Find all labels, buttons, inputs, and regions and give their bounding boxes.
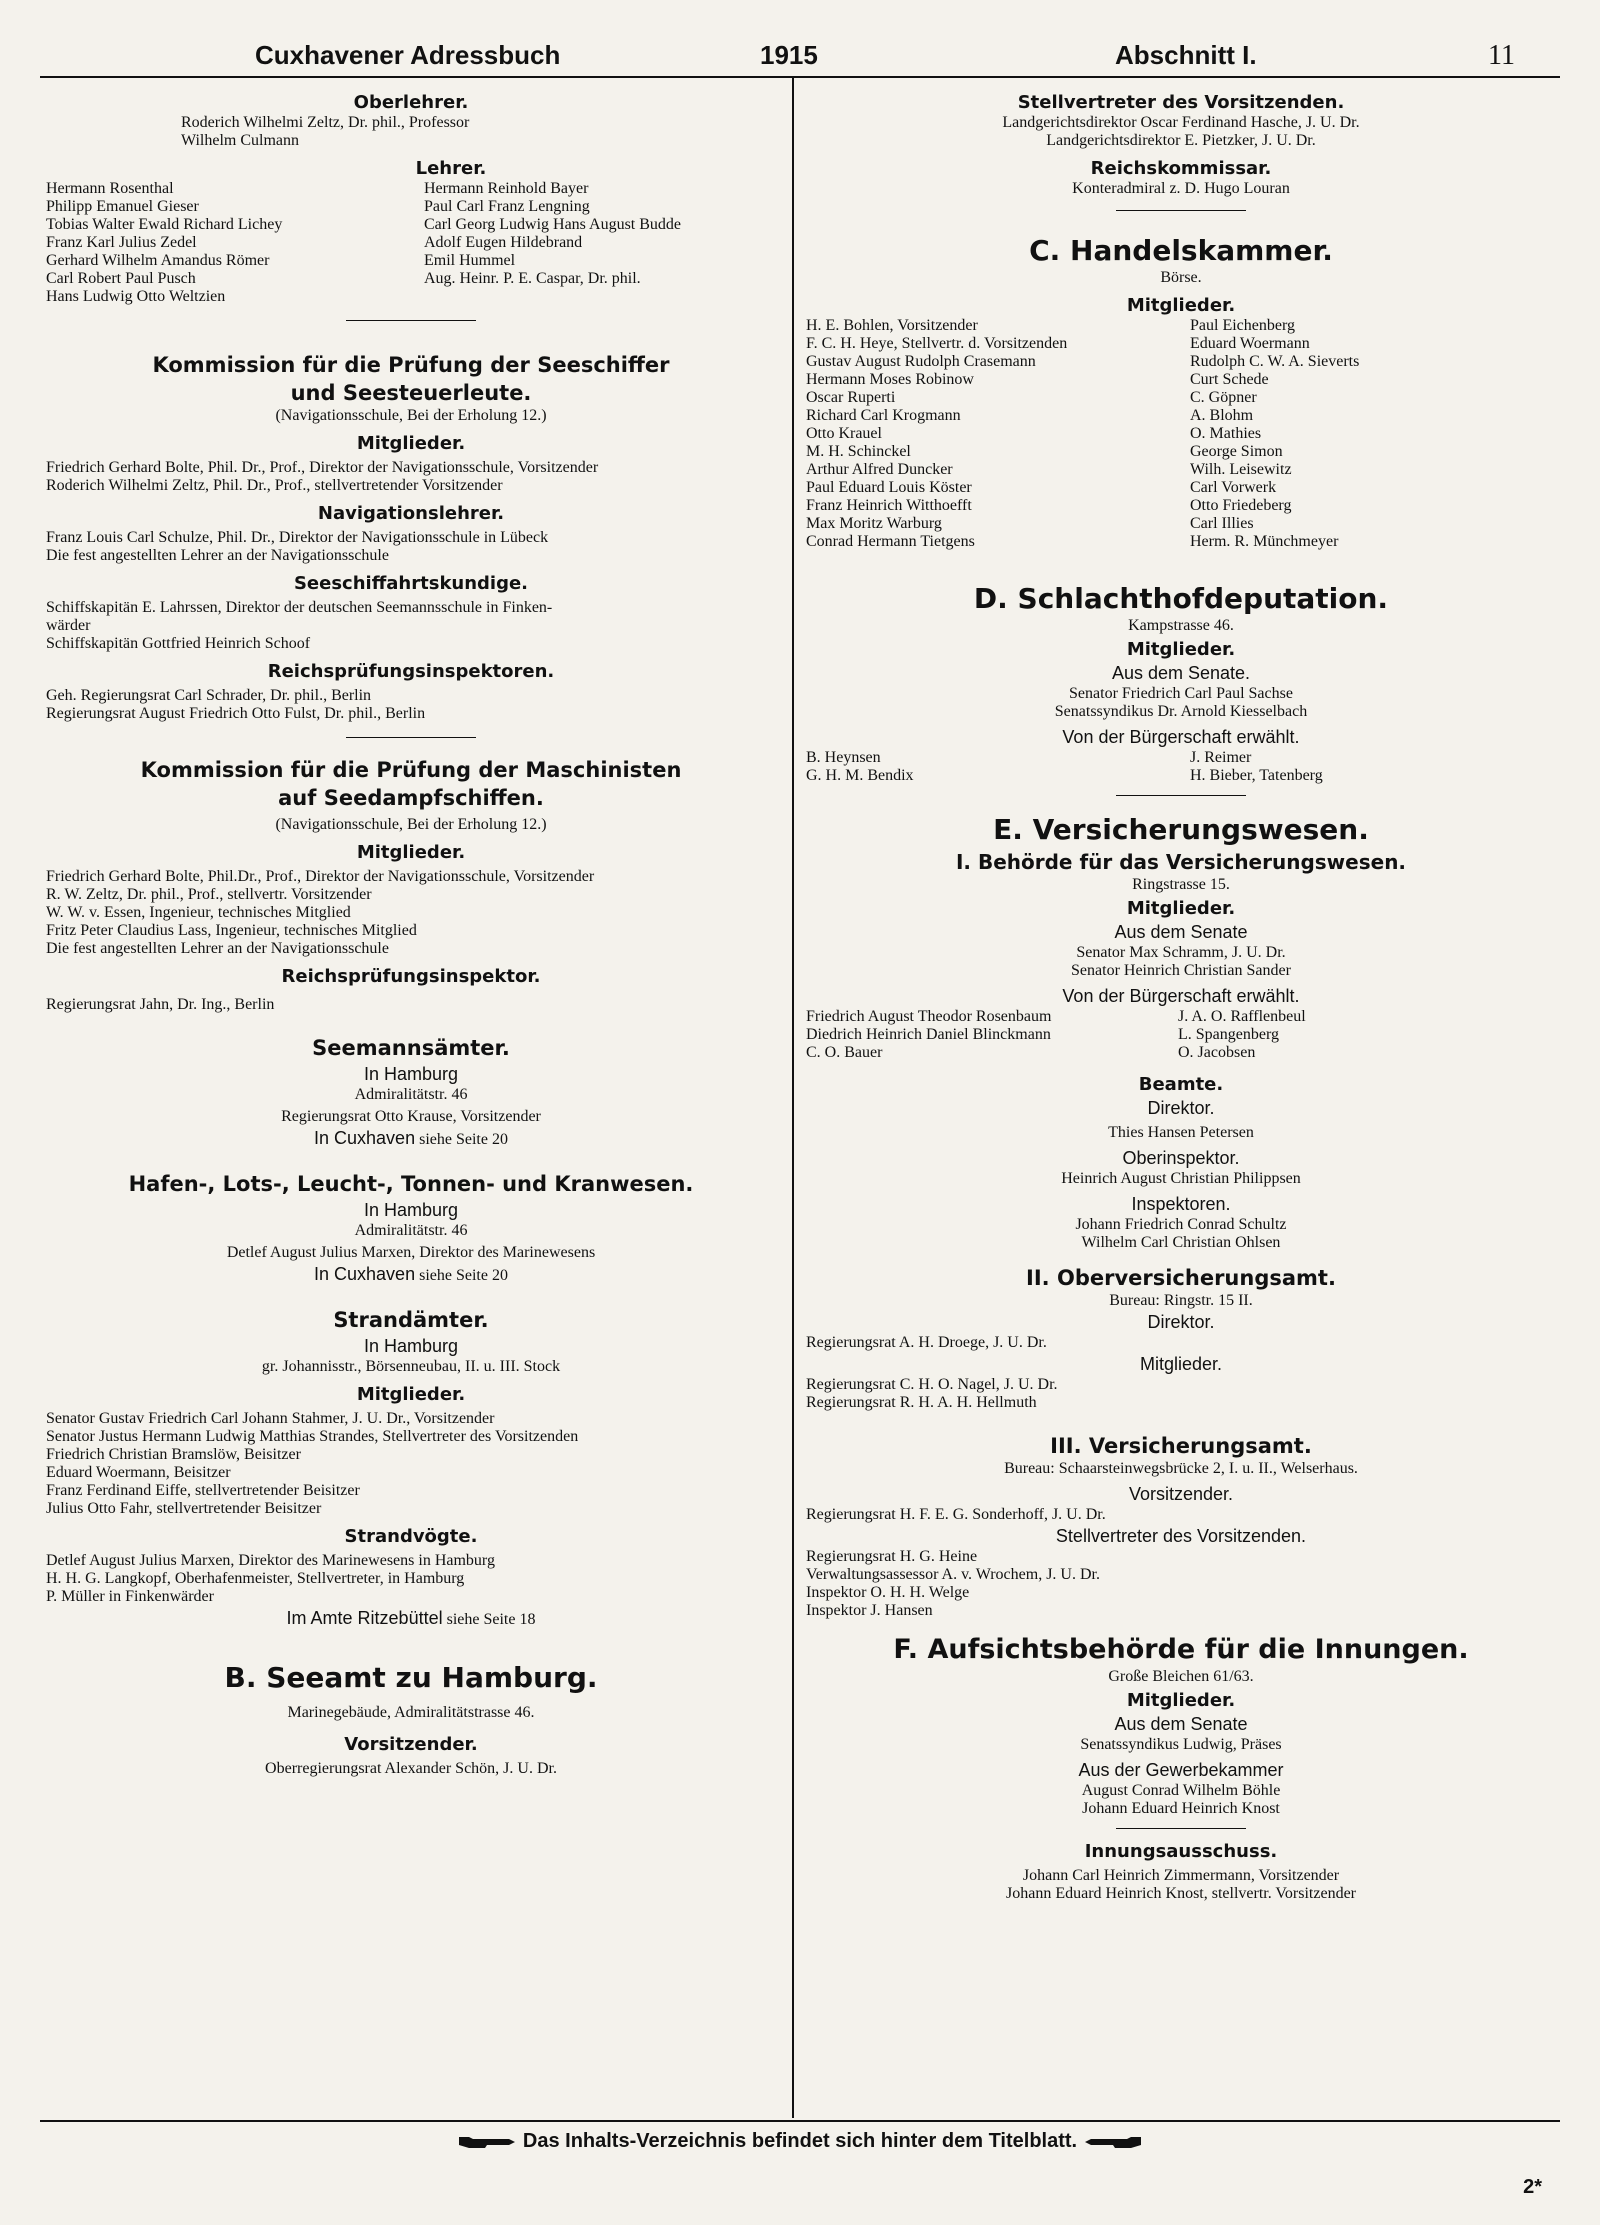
mitglieder-heading: Mitglieder. [1126,639,1236,660]
list-item: Detlef August Julius Marxen, Direktor des Marinewesens in Hamburg [46,1552,495,1569]
see-reference [46,1606,776,1630]
printer-signature: 2* [1523,2176,1542,2198]
left-column [46,92,776,1778]
schlachthof-heading: D. Schlachthofdeputation. [973,582,1389,615]
list-item: Max Moritz Warburg [806,515,942,532]
aus-dem-senate-label: Aus dem Senate. [1111,663,1251,683]
list-item: Gustav August Rudolph Crasemann [806,353,1036,370]
list-item: F. C. H. Heye, Stellvertr. d. Vorsitzenden [806,335,1068,352]
footer-text: Das Inhalts-Verzeichnis befindet sich hinter dem Titelblatt. [522,2130,1078,2152]
pointing-hand-right-icon [457,2134,517,2150]
list-item: Wilhelm Carl Christian Ohlsen [1081,1234,1281,1251]
list-item: Konteradmiral z. D. Hugo Louran [1072,180,1290,197]
list-item: Verwaltungsassessor A. v. Wrochem, J. U. Dr. [806,1566,1100,1583]
list-item: Senator Friedrich Carl Paul Sachse [1069,685,1293,702]
address: Marinegebäude, Admiralitätstrasse 46. [287,1704,535,1721]
list-item: Emil Hummel [424,252,516,269]
list-item: Oberregierungsrat Alexander Schön, J. U. Dr. [265,1760,557,1777]
list-item: Franz Karl Julius Zedel [46,234,197,251]
list-item: Otto Friedeberg [1190,497,1292,514]
list-item: Richard Carl Krogmann [806,407,961,424]
header-year: 1915 [760,40,818,70]
aufsichtsbehoerde-heading: F. Aufsichtsbehörde für die Innungen. [893,1634,1469,1665]
list-item: P. Müller in Finkenwärder [46,1588,214,1605]
gewerbekammer-label: Aus der Gewerbekammer [1078,1760,1284,1780]
section-rule [346,737,476,738]
mitglieder-heading: Mitglieder. [356,433,466,454]
list-item: Hermann Rosenthal [46,180,174,197]
list-item: Gerhard Wilhelm Amandus Römer [46,252,270,269]
list-item: Philipp Emanuel Gieser [46,198,199,215]
list-item: Regierungsrat H. G. Heine [806,1548,978,1565]
list-item: L. Spangenberg [1178,1026,1280,1043]
list-item: C. O. Bauer [806,1044,883,1061]
oberversicherungsamt-heading: II. Oberversicherungsamt. [1026,1266,1336,1290]
address: Kampstrasse 46. [1128,617,1234,634]
strandaemter-heading: Strandämter. [333,1308,489,1332]
list-item: W. W. v. Essen, Ingenieur, technisches Mitglied [46,904,351,921]
list-item: Johann Carl Heinrich Zimmermann, Vorsitzender [1022,1867,1340,1884]
see-reference [46,1262,776,1286]
list-item: Carl Illies [1190,515,1254,532]
list-item: Paul Eichenberg [1190,317,1296,334]
commission-address: (Navigationsschule, Bei der Erholung 12.) [275,407,547,424]
versicherung-buerger-list [806,1008,1556,1062]
list-item: Senator Max Schramm, J. U. Dr. [1076,944,1286,961]
list-item: Arthur Alfred Duncker [806,461,953,478]
seemannsaemter-heading: Seemannsämter. [312,1036,510,1060]
footer-note [0,2130,1600,2153]
mitglieder-heading: Mitglieder. [356,842,466,863]
address: gr. Johannisstr., Börsenneubau, II. u. III. Stock [261,1358,561,1375]
subtitle: Börse. [1160,269,1202,286]
navigationslehrer-heading: Navigationslehrer. [317,503,505,524]
in-hamburg-label: In Hamburg [363,1336,459,1356]
direktor-label: Direktor. [1147,1098,1215,1118]
list-item: Friedrich Christian Bramslöw, Beisitzer [46,1446,301,1463]
stellvertreter-heading: Stellvertreter des Vorsitzenden. [1017,92,1345,113]
inspektoren-label: Inspektoren. [1131,1194,1231,1214]
list-item: Johann Friedrich Conrad Schultz [1075,1216,1287,1233]
mitglieder-heading: Mitglieder. [356,1384,466,1405]
ritzebuettel-label: Im Amte Ritzebüttel [286,1608,443,1628]
in-cuxhaven-label: In Cuxhaven [314,1128,416,1148]
aus-dem-senate-label: Aus dem Senate [1114,922,1248,942]
mitglieder-heading: Mitglieder. [1126,295,1236,316]
list-item: Conrad Hermann Tietgens [806,533,975,550]
list-item: Eduard Woermann, Beisitzer [46,1464,231,1481]
handelskammer-heading: C. Handelskammer. [1029,234,1333,267]
list-item: A. Blohm [1190,407,1254,424]
header-section: Abschnitt I. [1115,40,1257,70]
list-item: Johann Eduard Heinrich Knost [1082,1800,1280,1817]
list-item: Inspektor O. H. H. Welge [806,1584,970,1601]
seeamt-heading: B. Seeamt zu Hamburg. [224,1661,598,1694]
list-item: Johann Eduard Heinrich Knost, stellvertr. Vorsitzender [1006,1885,1356,1902]
header-title: Cuxhavener Adressbuch [255,40,561,70]
list-item: Aug. Heinr. P. E. Caspar, Dr. phil. [424,270,641,287]
in-cuxhaven-label: In Cuxhaven [314,1264,416,1284]
lehrer-heading: Lehrer. [415,158,487,179]
list-item: Thies Hansen Petersen [1108,1124,1254,1141]
list-item: Roderich Wilhelmi Zeltz, Dr. phil., Professor [181,114,470,131]
list-item: B. Heynsen [806,749,881,766]
column-divider [792,78,794,2118]
list-item: Die fest angestellten Lehrer an der Navigationsschule [46,547,389,564]
list-item: Wilhelm Culmann [181,132,300,149]
mitglieder-heading: Mitglieder. [1126,1690,1236,1711]
list-item: Senator Gustav Friedrich Carl Johann Stahmer, J. U. Dr., Vorsitzender [46,1410,495,1427]
list-item: Landgerichtsdirektor E. Pietzker, J. U. Dr. [1046,132,1316,149]
address: Große Bleichen 61/63. [1108,1668,1254,1685]
list-item: Friedrich Gerhard Bolte, Phil.Dr., Prof., Direktor der Navigationsschule, Vorsitzender [46,868,595,885]
buergerschaft-label: Von der Bürgerschaft erwählt. [1062,986,1300,1006]
list-item: Schiffskapitän Gottfried Heinrich Schoof [46,635,311,652]
list-item: M. H. Schinckel [806,443,911,460]
list-item: Franz Ferdinand Eiffe, stellvertretender Beisitzer [46,1482,360,1499]
buergerschaft-label: Von der Bürgerschaft erwählt. [1062,727,1300,747]
oberlehrer-heading: Oberlehrer. [353,92,469,113]
reichskommissar-heading: Reichskommissar. [1090,158,1272,179]
page-header [40,40,1560,78]
vorsitzender-label: Vorsitzender. [1128,1484,1234,1504]
innungsausschuss-heading: Innungsausschuss. [1084,1841,1278,1862]
list-item: Carl Georg Ludwig Hans August Budde [424,216,682,233]
list-item: Senator Heinrich Christian Sander [1071,962,1291,979]
strandvoegte-heading: Strandvögte. [344,1526,478,1547]
list-item: Hermann Moses Robinow [806,371,974,388]
list-item: Regierungsrat C. H. O. Nagel, J. U. Dr. [806,1376,1058,1393]
behoerde-heading: I. Behörde für das Versicherungswesen. [955,850,1407,874]
list-item: George Simon [1190,443,1283,460]
list-item: Otto Krauel [806,425,882,442]
seeschiffahrtskundige-heading: Seeschiffahrtskundige. [293,573,529,594]
handelskammer-list [806,317,1556,551]
list-item: Hermann Reinhold Bayer [424,180,589,197]
header-page-number: 11 [1488,40,1515,71]
list-item: Tobias Walter Ewald Richard Lichey [46,216,283,233]
list-item: Senatssyndikus Dr. Arnold Kiesselbach [1054,703,1308,720]
list-item: H. Bieber, Tatenberg [1190,767,1323,784]
list-item: August Conrad Wilhelm Böhle [1081,1782,1281,1799]
commission-maschinisten-title-2: auf Seedampfschiffen. [278,786,544,810]
section-rule [1116,210,1246,211]
list-item: Carl Vorwerk [1190,479,1277,496]
list-item: Senator Justus Hermann Ludwig Matthias Strandes, Stellvertreter des Vorsitzenden [46,1428,579,1445]
list-item: Regierungsrat H. F. E. G. Sonderhoff, J. U. Dr. [806,1506,1106,1523]
list-item: H. H. G. Langkopf, Oberhafenmeister, Stellvertreter, in Hamburg [46,1570,465,1587]
list-item: Regierungsrat A. H. Droege, J. U. Dr. [806,1334,1047,1351]
list-item: R. W. Zeltz, Dr. phil., Prof., stellvertr. Vorsitzender [46,886,372,903]
reichspruefungsinspektoren-heading: Reichsprüfungsinspektoren. [267,661,555,682]
oberinspektor-label: Oberinspektor. [1122,1148,1240,1168]
vorsitzender-heading: Vorsitzender. [344,1734,478,1755]
mitglieder-heading: Mitglieder. [1126,898,1236,919]
right-column [806,92,1556,1903]
lehrer-list [46,180,776,306]
list-item: Oscar Ruperti [806,389,896,406]
list-item: Wilh. Leisewitz [1190,461,1292,478]
address: Bureau: Ringstr. 15 II. [1109,1292,1253,1309]
list-item: J. A. O. Rafflenbeul [1178,1008,1306,1025]
list-item: Paul Carl Franz Lengning [424,198,590,215]
section-rule [1116,795,1246,796]
oberlehrer-list [46,114,776,150]
commission-seeschiffer-title: Kommission für die Prüfung der Seeschiffer [152,353,670,377]
list-item: Carl Robert Paul Pusch [46,270,196,287]
list-item: O. Jacobsen [1178,1044,1256,1061]
list-item: Regierungsrat Otto Krause, Vorsitzender [281,1108,541,1125]
page-ref: siehe Seite 20 [419,1131,508,1148]
list-item: wärder [46,617,91,634]
address: Admiralitätstr. 46 [354,1086,468,1103]
list-item: Senatssyndikus Ludwig, Präses [1080,1736,1282,1753]
list-item: Regierungsrat R. H. A. H. Hellmuth [806,1394,1037,1411]
list-item: Diedrich Heinrich Daniel Blinckmann [806,1026,1051,1043]
list-item: Roderich Wilhelmi Zeltz, Phil. Dr., Prof., stellvertretender Vorsitzender [46,477,503,494]
list-item: Heinrich August Christian Philippsen [1061,1170,1301,1187]
section-rule [1116,1828,1246,1829]
commission-maschinisten-title: Kommission für die Prüfung der Maschinisten [140,758,682,782]
list-item: Hans Ludwig Otto Weltzien [46,288,226,305]
list-item: Rudolph C. W. A. Sieverts [1190,353,1360,370]
list-item: Regierungsrat August Friedrich Otto Fulst, Dr. phil., Berlin [46,705,426,722]
list-item: Franz Heinrich Witthoefft [806,497,972,514]
list-item: Regierungsrat Jahn, Dr. Ing., Berlin [46,996,275,1013]
list-item: Paul Eduard Louis Köster [806,479,972,496]
list-item: J. Reimer [1190,749,1252,766]
address: Ringstrasse 15. [1132,876,1230,893]
stellvertreter-label: Stellvertreter des Vorsitzenden. [1055,1526,1307,1546]
list-item: O. Mathies [1190,425,1262,442]
versicherungsamt-heading: III. Versicherungsamt. [1050,1434,1312,1458]
list-item: Eduard Woermann [1190,335,1310,352]
commission-seeschiffer-title-2: und Seesteuerleute. [290,381,532,405]
list-item: Landgerichtsdirektor Oscar Ferdinand Hasche, J. U. Dr. [1002,114,1360,131]
section-rule [346,320,476,321]
see-reference [46,1126,776,1150]
list-item: Julius Otto Fahr, stellvertretender Beisitzer [46,1500,322,1517]
list-item: C. Göpner [1190,389,1257,406]
list-item: Friedrich Gerhard Bolte, Phil. Dr., Prof., Direktor der Navigationsschule, Vorsitzender [46,459,599,476]
list-item: G. H. M. Bendix [806,767,914,784]
list-item: H. E. Bohlen, Vorsitzender [806,317,978,334]
address: Bureau: Schaarsteinwegsbrücke 2, I. u. II., Welserhaus. [1004,1460,1358,1477]
footer-rule [40,2120,1560,2122]
list-item: Herm. R. Münchmeyer [1190,533,1339,550]
list-item: Detlef August Julius Marxen, Direktor des Marinewesens [226,1244,596,1261]
list-item: Schiffskapitän E. Lahrssen, Direktor der deutschen Seemannsschule in Finken- [46,599,553,616]
list-item: Geh. Regierungsrat Carl Schrader, Dr. phil., Berlin [46,687,372,704]
reichspruefungsinspektor-heading: Reichsprüfungsinspektor. [281,966,541,987]
list-item: Fritz Peter Claudius Lass, Ingenieur, technisches Mitglied [46,922,417,939]
versicherungswesen-heading: E. Versicherungswesen. [993,813,1369,846]
commission-address: (Navigationsschule, Bei der Erholung 12.) [275,816,547,833]
list-item: Friedrich August Theodor Rosenbaum [806,1008,1052,1025]
mitglieder-label: Mitglieder. [1139,1354,1223,1374]
in-hamburg-label: In Hamburg [363,1200,459,1220]
schlachthof-buerger-list [806,749,1556,785]
pointing-hand-left-icon [1083,2134,1143,2150]
in-hamburg-label: In Hamburg [363,1064,459,1084]
list-item: Adolf Eugen Hildebrand [424,234,583,251]
list-item: Curt Schede [1190,371,1269,388]
direktor-label: Direktor. [1147,1312,1215,1332]
beamte-heading: Beamte. [1138,1074,1224,1095]
address: Admiralitätstr. 46 [354,1222,468,1239]
page-ref: siehe Seite 18 [446,1611,536,1628]
list-item: Die fest angestellten Lehrer an der Navigationsschule [46,940,389,957]
list-item: Franz Louis Carl Schulze, Phil. Dr., Direktor der Navigationsschule in Lübeck [46,529,549,546]
page-ref: siehe Seite 20 [419,1267,508,1284]
aus-dem-senate-label: Aus dem Senate [1114,1714,1248,1734]
hafen-heading: Hafen-, Lots-, Leucht-, Tonnen- und Kranwesen. [128,1172,694,1196]
list-item: Inspektor J. Hansen [806,1602,933,1619]
